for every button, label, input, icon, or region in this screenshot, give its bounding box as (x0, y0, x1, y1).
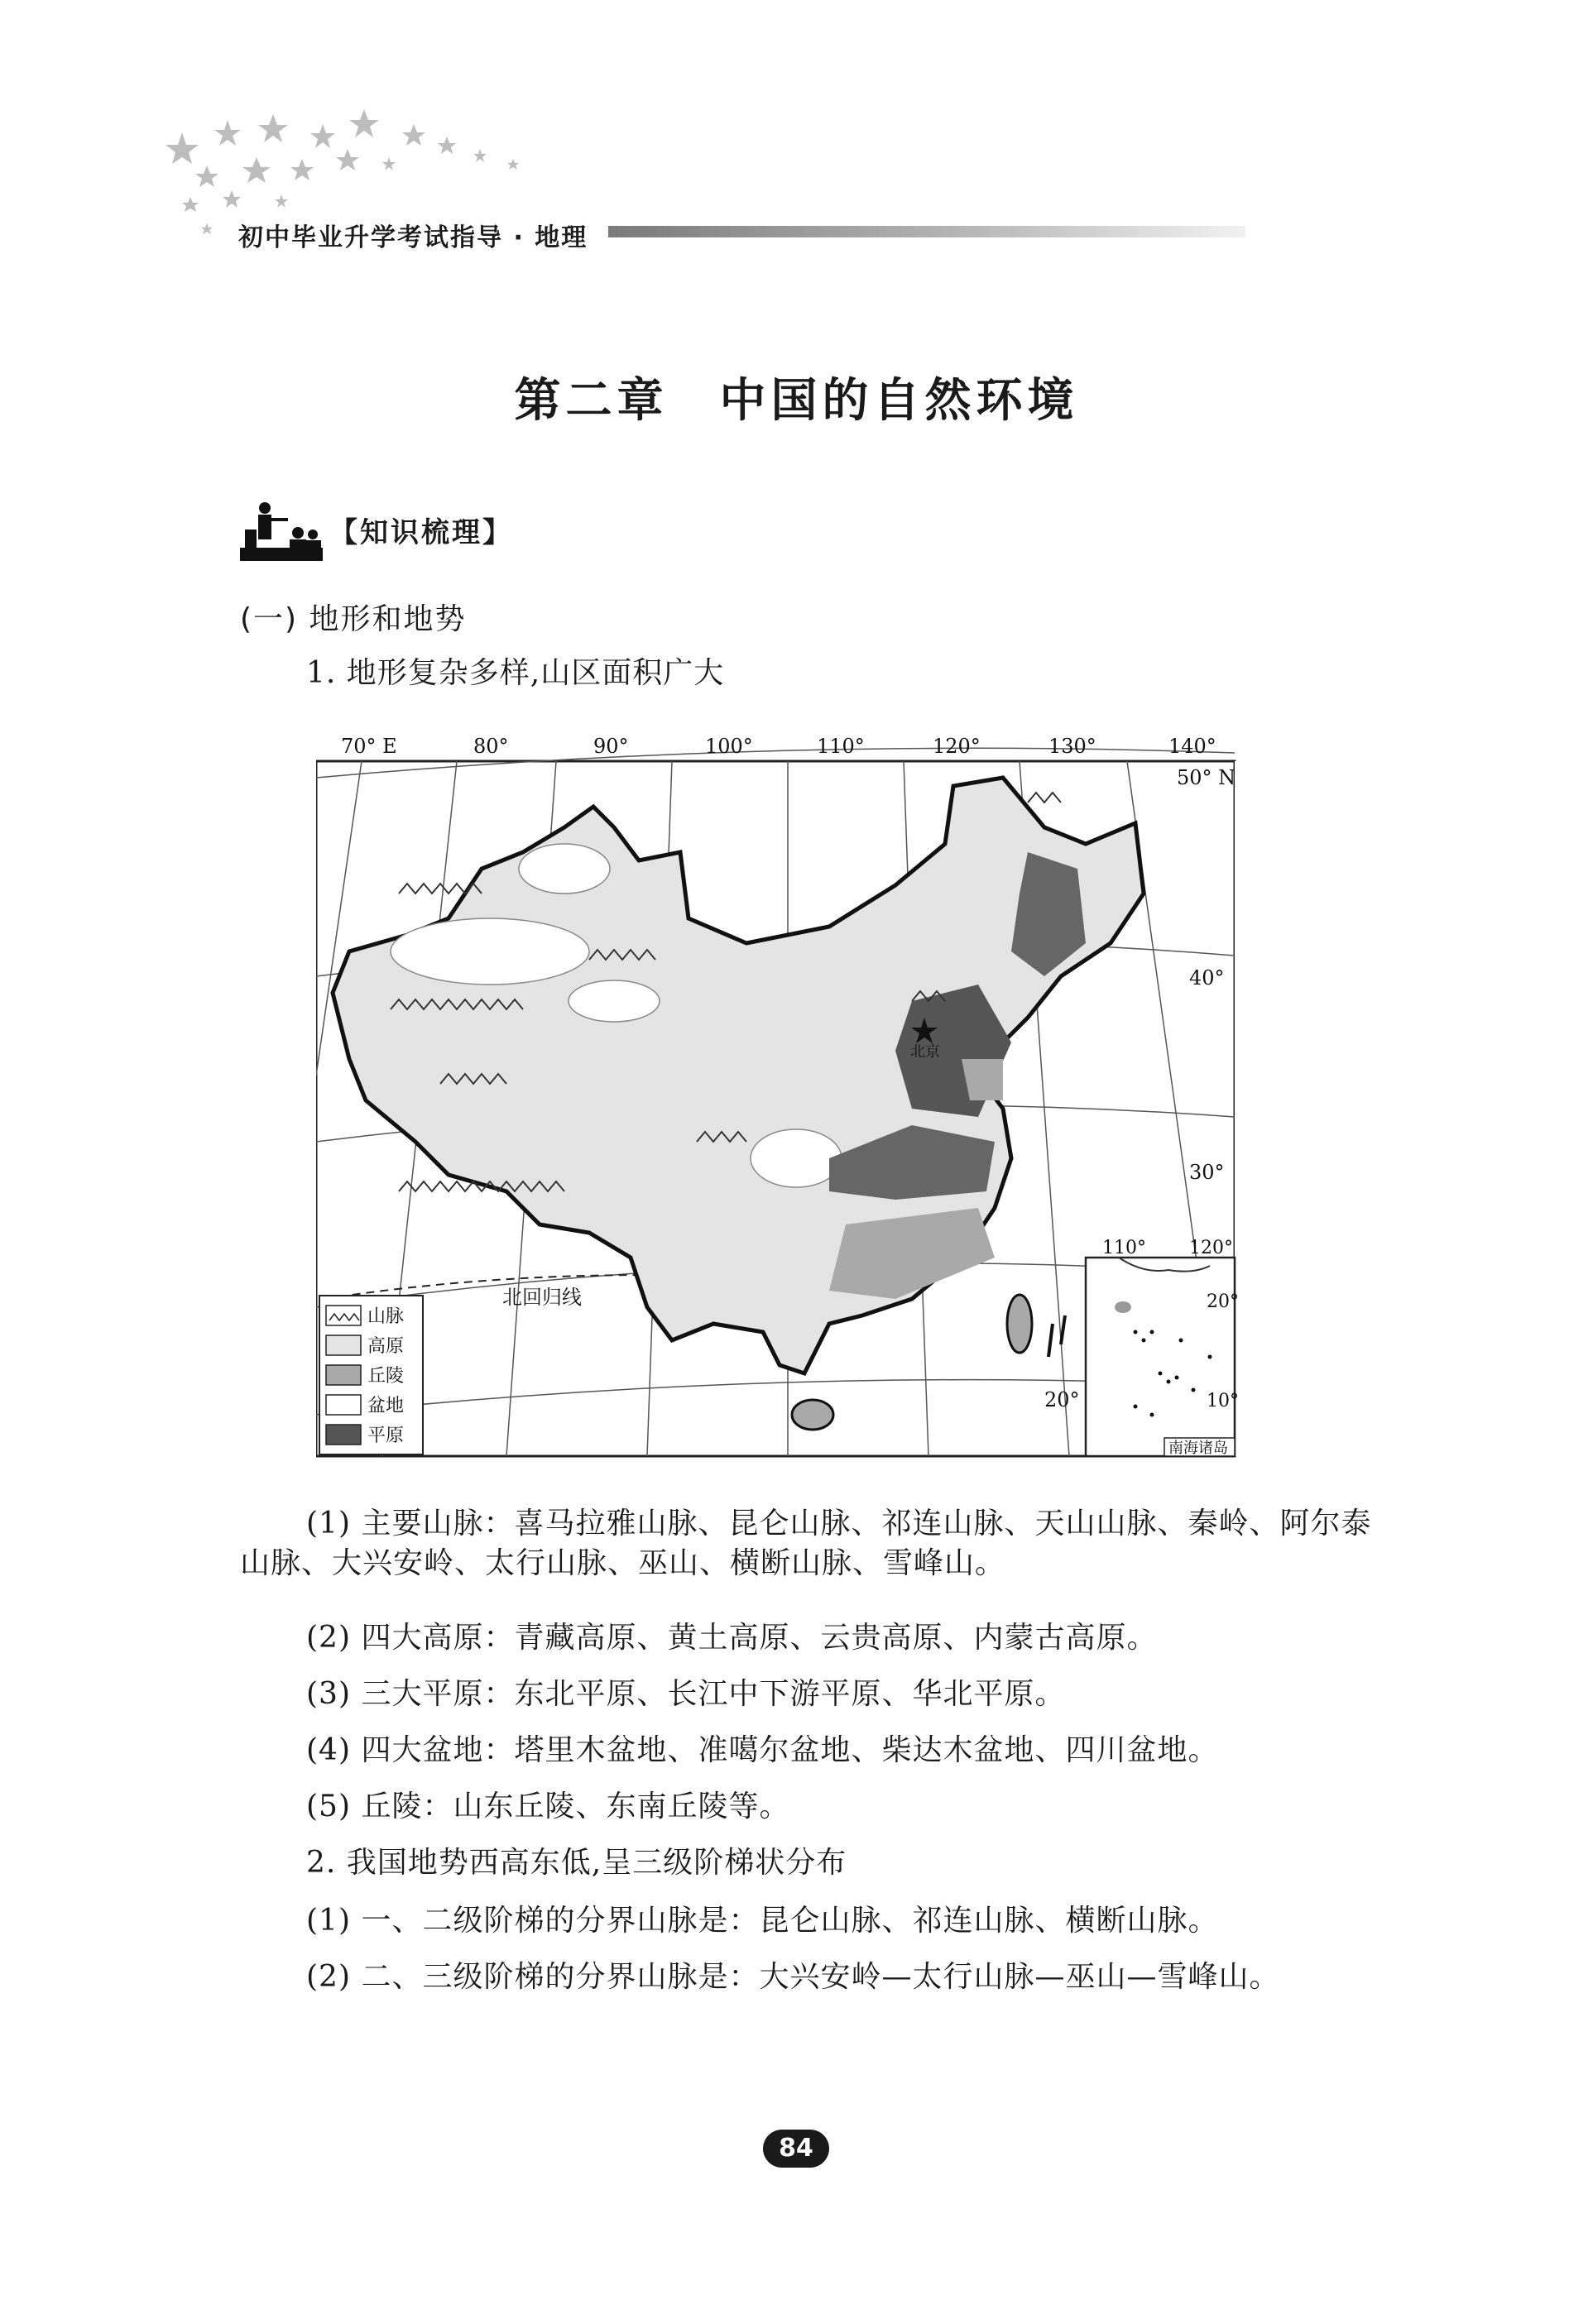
lon-label: 130° (1048, 735, 1096, 758)
teacher-lecture-icon (240, 496, 323, 561)
page-number: 84 (763, 2130, 829, 2168)
beijing-label: 北京 (910, 1043, 940, 1061)
legend-swatch (326, 1425, 361, 1445)
lat-label: 10° (1207, 1391, 1239, 1411)
china-terrain-map (316, 728, 1243, 1464)
lat-label: 50° N (1177, 766, 1236, 789)
legend-label: 丘陵 (367, 1366, 405, 1387)
lat-label: 20° (1044, 1388, 1080, 1411)
tropic-label: 北回归线 (502, 1286, 582, 1309)
paragraph-hills: (5) 丘陵：山东丘陵、东南丘陵等。 (306, 1790, 790, 1823)
lon-label: 80° (473, 735, 509, 758)
inset-lon-label: 110° (1102, 1238, 1146, 1258)
lon-label: 140° (1168, 735, 1216, 758)
paragraph-plains: (3) 三大平原：东北平原、长江中下游平原、华北平原。 (306, 1677, 1066, 1711)
lon-label: 100° (705, 735, 753, 758)
legend-label: 盆地 (367, 1396, 405, 1416)
paragraph-step-boundary-1: (1) 一、二级阶梯的分界山脉是：昆仑山脉、祁连山脉、横断山脉。 (306, 1904, 1219, 1938)
running-header-title: 初中毕业升学考试指导 · 地理 (238, 223, 588, 252)
legend-label: 高原 (367, 1336, 405, 1357)
paragraph-plateaus: (2) 四大高原：青藏高原、黄土高原、云贵高原、内蒙古高原。 (306, 1621, 1158, 1655)
lat-label: 40° (1189, 966, 1225, 989)
lon-label: 90° (593, 735, 629, 758)
lon-label: 110° (817, 735, 865, 758)
paragraph-step-boundary-2: (2) 二、三级阶梯的分界山脉是：大兴安岭—太行山脉—巫山—雪峰山。 (306, 1960, 1280, 1994)
inset-lon-label: 120° (1189, 1238, 1233, 1258)
section-title: (一) 地形和地势 (240, 602, 467, 636)
paragraph-basins: (4) 四大盆地：塔里木盆地、准噶尔盆地、柴达木盆地、四川盆地。 (306, 1733, 1219, 1767)
lat-label: 20° (1207, 1291, 1239, 1312)
paragraph-main-mountains: (1) 主要山脉：喜马拉雅山脉、昆仑山脉、祁连山脉、天山山脉、秦岭、阿尔泰山脉、大兴安岭、太行山脉、巫山、横断山脉、雪峰山。 (240, 1507, 1372, 1580)
south-china-sea-inset (1086, 1238, 1239, 1457)
inset-title: 南海诸岛 (1168, 1440, 1228, 1457)
legend-swatch (326, 1335, 361, 1355)
legend-label: 平原 (367, 1426, 405, 1446)
knowledge-summary-label: 【知识梳理】 (329, 516, 513, 549)
lat-label: 30° (1189, 1161, 1225, 1184)
lon-label: 120° (933, 735, 981, 758)
legend-swatch (326, 1395, 361, 1415)
lon-label: 70° E (341, 735, 397, 758)
chapter-title: 第二章 中国的自然环境 (514, 374, 1079, 428)
map-legend (319, 1296, 423, 1454)
legend-swatch (326, 1365, 361, 1385)
header-rule (608, 226, 1245, 237)
legend-label: 山脉 (367, 1306, 405, 1327)
point-2-title: 2. 我国地势西高东低,呈三级阶梯状分布 (306, 1846, 847, 1880)
point-1-title: 1. 地形复杂多样,山区面积广大 (306, 656, 725, 690)
